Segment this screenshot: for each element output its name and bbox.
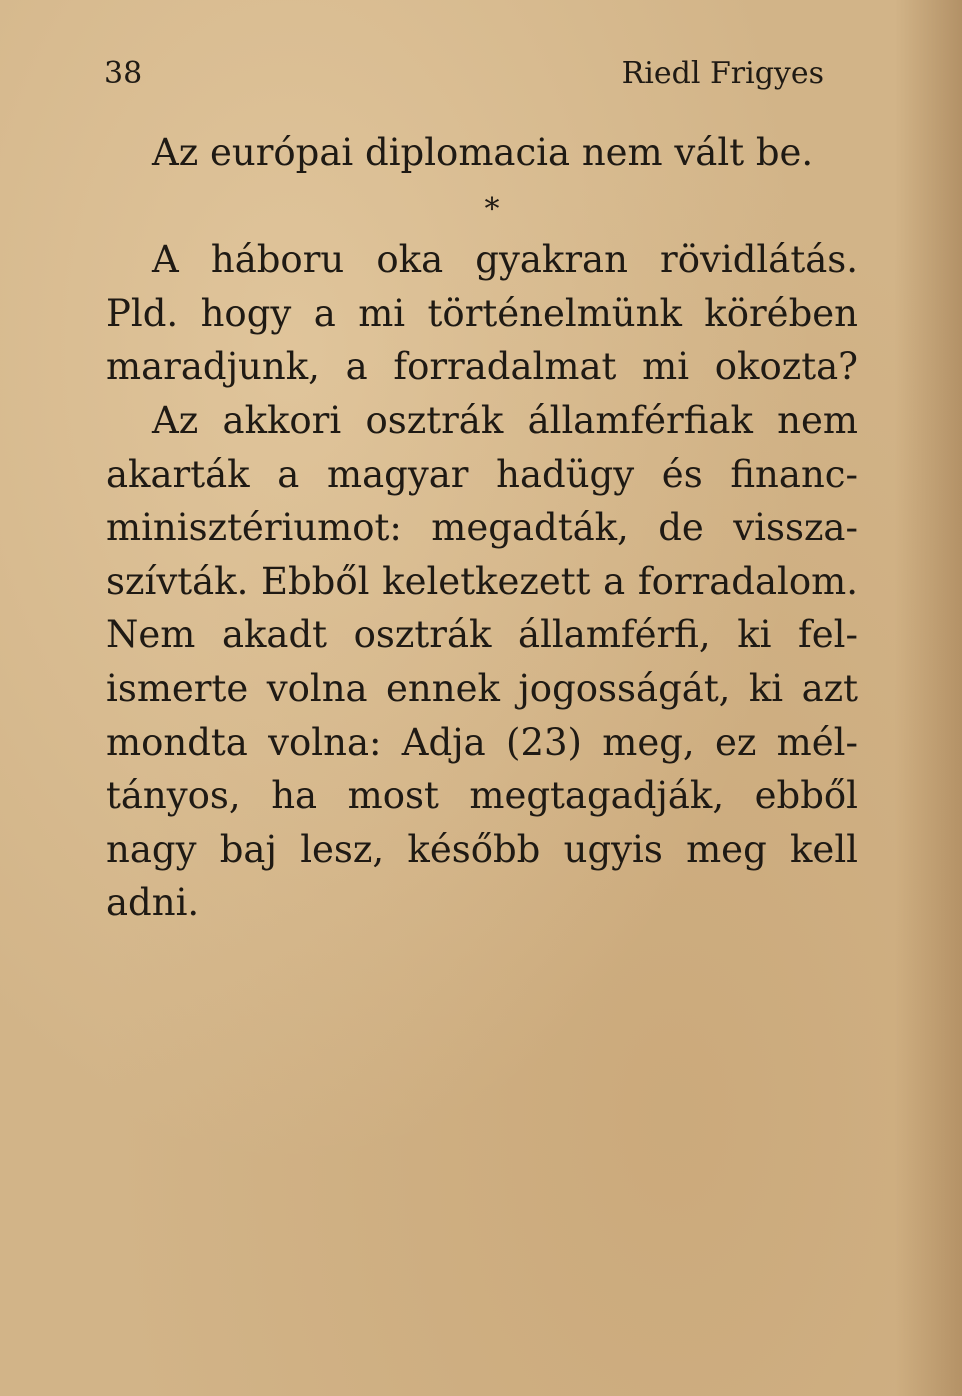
text-line: Az akkori osztrák államférfiak nem (152, 398, 858, 442)
text-line: akarták a magyar hadügy és financ- (106, 452, 858, 496)
running-head: Riedl Frigyes (621, 56, 824, 91)
text-line: minisztériumot: megadták, de vissza- (106, 506, 858, 550)
text-line: Nem akadt osztrák államférfi, ki fel- (106, 613, 858, 657)
text-line: szívták. Ebből keletkezett a forradalom. (106, 559, 858, 603)
text-line: A háboru oka gyakran rövidlátás. (152, 238, 858, 282)
text-line: tányos, ha most megtagadják, ebből (106, 774, 858, 818)
body-text (106, 126, 858, 930)
section-divider: * (484, 191, 500, 227)
text-line: Pld. hogy a mi történelmünk körében (106, 291, 858, 335)
text-line: adni. (106, 881, 200, 925)
text-line: ismerte volna ennek jogosságát, ki azt (106, 666, 858, 710)
text-line: maradjunk, a forradalmat mi okozta? (106, 345, 858, 389)
page-number: 38 (104, 56, 143, 91)
text-line: mondta volna: Adja (23) meg, ez mél- (106, 720, 858, 764)
page-header (104, 56, 824, 96)
text-line: Az európai diplomacia nem vált be. (152, 131, 814, 174)
text-line: nagy baj lesz, később ugyis meg kell (106, 827, 858, 871)
